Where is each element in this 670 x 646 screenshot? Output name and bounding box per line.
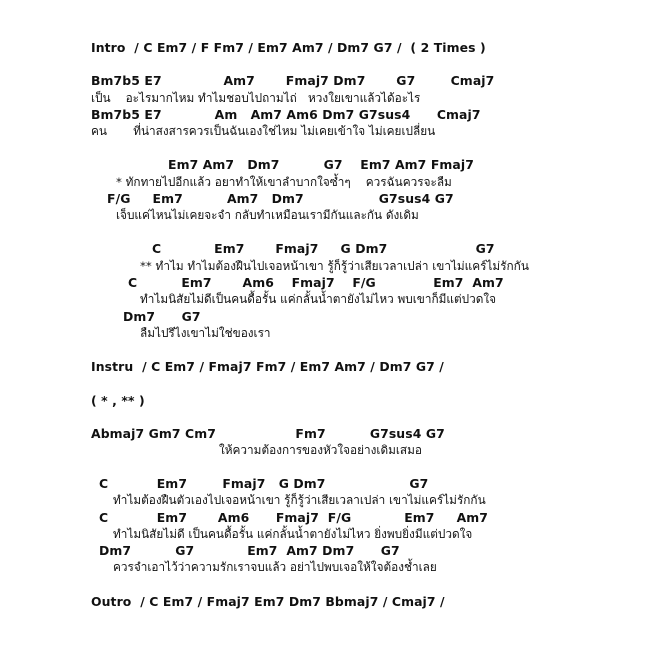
verse1-lyrics-1: เป็น อะไรมากไหม ทำไมชอบไปถามไถ่ หวงใยเขาแล้วได้อะไร (91, 91, 421, 105)
bridge-lyrics-1: ให้ความต้องการของหัวใจอย่างเดิมเสมอ (219, 443, 422, 457)
chorus2-chords-3: Dm7 G7 Em7 Am7 Dm7 G7 (99, 543, 400, 558)
verse1-chords-2: Bm7b5 E7 Am Am7 Am6 Dm7 G7sus4 Cmaj7 (91, 107, 481, 122)
chorus2-lyrics-3: ควรจำเอาไว้ว่าความรักเราจบแล้ว อย่าไปพบเจอให้ใจต้องช้ำเลย (113, 560, 437, 574)
chorus-chords-1: C Em7 Fmaj7 G Dm7 G7 (152, 241, 495, 256)
outro-line: Outro / C Em7 / Fmaj7 Em7 Dm7 Bbmaj7 / Cmaj7 / (91, 594, 445, 609)
verse2-lyrics-1: * ทักทายไปอีกแล้ว อยาทำให้เขาลำบากใจซ้ำๆ ควรฉันควรจะลืม (116, 175, 452, 189)
intro-line: Intro / C Em7 / F Fm7 / Em7 Am7 / Dm7 G7 / ( 2 Times ) (91, 40, 486, 55)
bridge-chords-1: Abmaj7 Gm7 Cm7 Fm7 G7sus4 G7 (91, 426, 445, 441)
verse1-chords-1: Bm7b5 E7 Am7 Fmaj7 Dm7 G7 Cmaj7 (91, 73, 495, 88)
chorus2-chords-1: C Em7 Fmaj7 G Dm7 G7 (99, 476, 429, 491)
chorus-lyrics-3: ลืมไปรึไงเขาไม่ใช่ของเรา (140, 326, 271, 340)
verse2-chords-1: Em7 Am7 Dm7 G7 Em7 Am7 Fmaj7 (168, 157, 474, 172)
instru-line: Instru / C Em7 / Fmaj7 Fm7 / Em7 Am7 / Dm7 G7 / (91, 359, 444, 374)
chorus2-lyrics-2: ทำไมนิสัยไม่ดี เป็นคนดื้อรั้น แค่กลั้นน้ำตายังไม่ไหว ยิ่งพบยิ่งมีแต่ปวดใจ (113, 527, 473, 541)
chorus2-chords-2: C Em7 Am6 Fmaj7 F/G Em7 Am7 (99, 510, 488, 525)
chorus-lyrics-1: ** ทำไม ทำไมต้องฝืนไปเจอหน้าเขา รู้ก็รู้ว่าเสียเวลาเปล่า เขาไม่แคร์ไม่รักกัน (140, 259, 529, 273)
chorus2-lyrics-1: ทำไมต้องฝืนตัวเองไปเจอหน้าเขา รู้ก็รู้ว่าเสียเวลาเปล่า เขาไม่แคร์ไม่รักกัน (113, 493, 486, 507)
chorus-chords-3: Dm7 G7 (123, 309, 201, 324)
chorus-chords-2: C Em7 Am6 Fmaj7 F/G Em7 Am7 (128, 275, 504, 290)
chorus-lyrics-2: ทำไมนิสัยไม่ดีเป็นคนดื้อรั้น แค่กลั้นน้ำตายังไม่ไหว พบเขาก็มีแต่ปวดใจ (140, 292, 497, 306)
verse2-lyrics-2: เจ็บแค่ไหนไม่เคยจะจำ กลับทำเหมือนเรามีกันและกัน ดังเดิม (116, 208, 419, 222)
verse1-lyrics-2: คน ที่น่าสงสารควรเป็นฉันเองใช่ไหม ไม่เคยเข้าใจ ไม่เคยเปลี่ยน (91, 124, 436, 138)
repeat-marker: ( * , ** ) (91, 393, 145, 408)
verse2-chords-2: F/G Em7 Am7 Dm7 G7sus4 G7 (107, 191, 454, 206)
